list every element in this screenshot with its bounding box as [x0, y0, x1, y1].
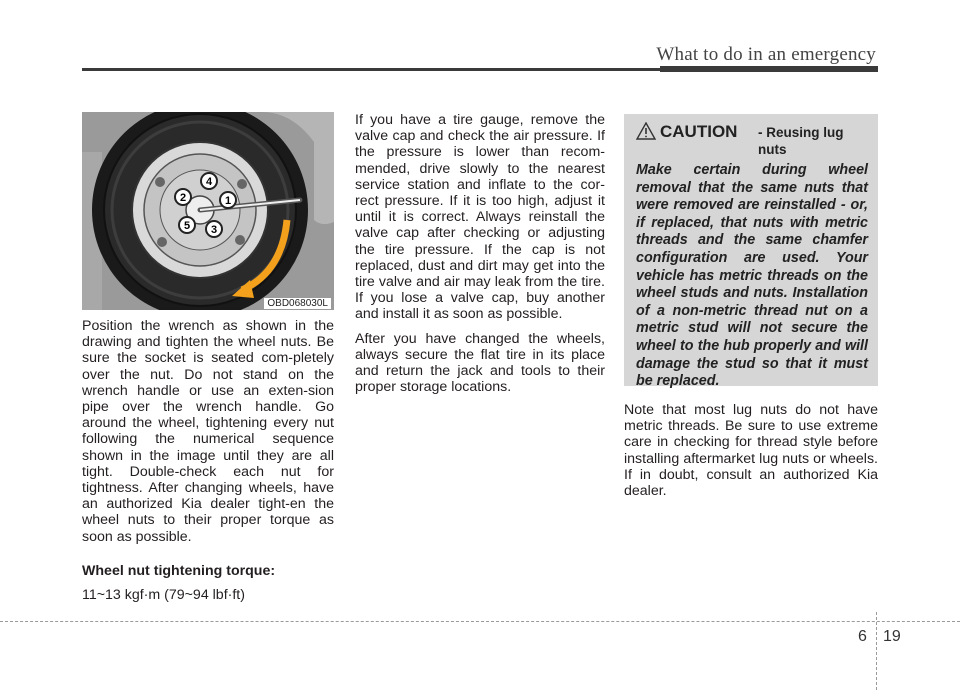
caution-subtitle: - Reusing lug nuts	[758, 125, 844, 157]
storage-paragraph: After you have changed the wheels, always secure the flat tire in its place and return the jack and tools to their proper storage locations.	[355, 330, 605, 396]
column-right	[624, 402, 878, 507]
rim-hole	[157, 237, 167, 247]
figure-code: OBD068030L	[264, 298, 331, 309]
svg-text:1: 1	[224, 195, 232, 207]
nut-badge-4	[201, 173, 217, 189]
caution-text: Make certain during wheel removal that the same nuts that were removed are reinstalled - or, if replaced, that nuts with metric threads and the same chamfer configuration are used. Your vehicle has metric threads on the wheel studs and nuts. Installation of a non-metric thread nut on a metric stud will not secure the wheel to the hub properly and will damage the stud so that it must be replaced.	[636, 162, 868, 390]
caution-label: CAUTION	[660, 122, 738, 141]
wrench-instructions: Position the wrench as shown in the drawing and tighten the wheel nuts. Be sure the socket is seated com-pletely over the nut. Do not stand on the wrench handle or use an exten-sion pipe over the wrench handle. Go around the wheel, tightening every nut following the numerical sequence shown in the image until they are all tight. Double-check each nut for tightness. After changing wheels, have an authorized Kia dealer tight-en the wheel nuts to their proper torque as soon as possible.	[82, 318, 334, 545]
footer-divider	[876, 612, 877, 690]
warning-triangle-icon	[636, 122, 656, 140]
rim-hole	[237, 179, 247, 189]
footer-rule	[0, 621, 960, 622]
column-left	[82, 318, 334, 611]
nut-badge-2	[175, 189, 191, 205]
column-middle	[355, 112, 605, 403]
page-number: 19	[883, 628, 901, 645]
chapter-number: 6	[858, 628, 867, 645]
torque-heading: Wheel nut tightening torque:	[82, 562, 276, 579]
lug-nut-note: Note that most lug nuts do not have metric threads. Be sure to use extreme care in checking for thread style before installing aftermarket lug nuts or wheels. If in doubt, consult an authorized Kia dealer.	[624, 402, 878, 500]
wheel-drawing	[82, 112, 334, 310]
svg-text:2: 2	[179, 192, 187, 204]
nut-badge-5	[179, 217, 195, 233]
tire-pressure-paragraph: If you have a tire gauge, remove the valve cap and check the air pressure. If the pressure is lower than recom-mended, drive slowly to the nearest service station and inflate to the cor-rect pressure. If it is too high, adjust it until it is correct. Always reinstall the valve cap after checking or adjusting the tire pressure. If the cap is not replaced, dust and dirt may get into the tire valve and air may leak from the tire. If you lose a valve cap, buy another and install it as soon as possible.	[355, 112, 605, 323]
nut-badge-3	[206, 221, 222, 237]
caution-box	[624, 114, 878, 390]
svg-text:4: 4	[205, 176, 213, 188]
wheel-illustration	[82, 112, 334, 310]
rim-hole	[235, 235, 245, 245]
torque-value: 11~13 kgf·m (79~94 lbf·ft)	[82, 587, 245, 604]
rim-hole	[155, 177, 165, 187]
nut-badge-1	[220, 192, 236, 208]
svg-text:3: 3	[210, 224, 218, 236]
svg-text:5: 5	[183, 220, 191, 232]
header-rule-accent	[660, 66, 878, 72]
running-header: What to do in an emergency	[656, 44, 876, 65]
